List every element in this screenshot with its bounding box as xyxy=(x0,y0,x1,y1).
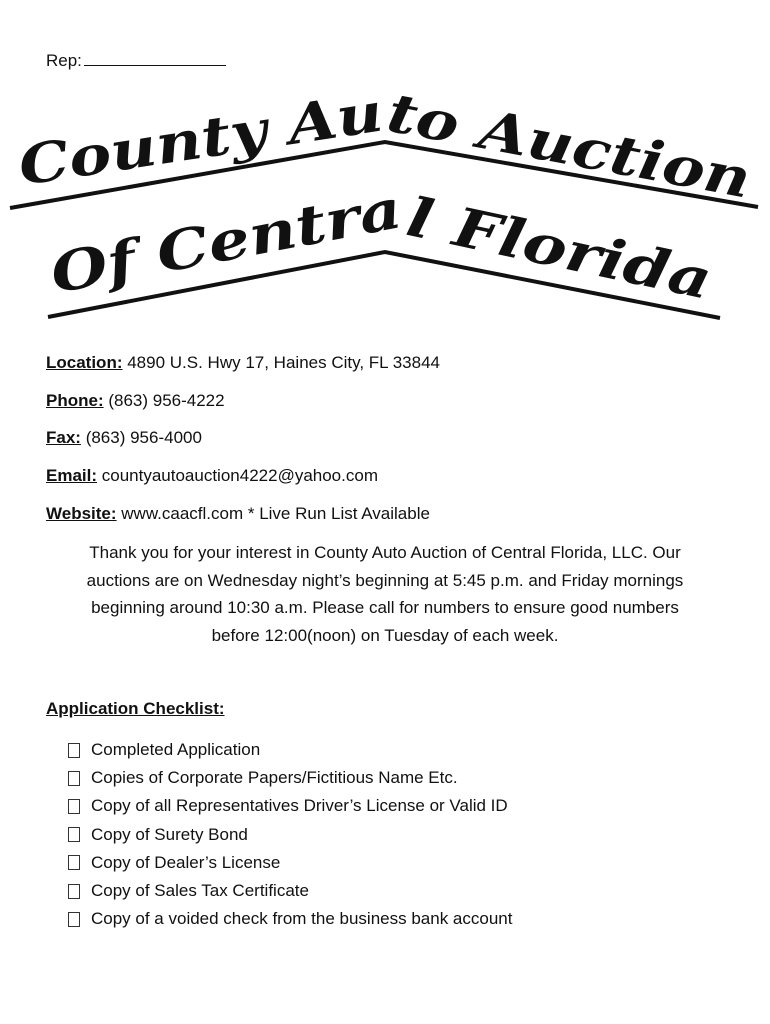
email-line xyxy=(46,466,378,486)
location-line xyxy=(46,353,440,373)
intro-line: Thank you for your interest in County Auto Auction of Central Florida, LLC. Our xyxy=(89,543,681,562)
fax-value: (863) 956-4000 xyxy=(80,428,202,447)
location-label: Location: xyxy=(46,353,123,372)
website-label: Website: xyxy=(46,504,117,523)
checklist-item-label: Copies of Corporate Papers/Fictitious Name Etc. xyxy=(91,768,458,788)
checklist-item-label: Copy of a voided check from the business bank account xyxy=(91,909,513,929)
checklist-item xyxy=(68,877,512,905)
checkbox-icon[interactable] xyxy=(68,855,80,870)
checklist-item-label: Copy of all Representatives Driver’s License or Valid ID xyxy=(91,796,508,816)
checkbox-icon[interactable] xyxy=(68,743,80,758)
checkbox-icon[interactable] xyxy=(68,799,80,814)
checklist-item-label: Copy of Sales Tax Certificate xyxy=(91,881,309,901)
email-value[interactable]: countyautoauction4222@yahoo.com xyxy=(97,466,378,485)
phone-line xyxy=(46,391,225,411)
logo-text-line1-path: County Auto Auction xyxy=(14,80,750,210)
fax-line xyxy=(46,428,202,448)
website-line xyxy=(46,504,430,524)
checklist-item xyxy=(68,764,512,792)
logo-text-line2 xyxy=(45,176,717,312)
checklist-item-label: Copy of Surety Bond xyxy=(91,824,248,844)
intro-paragraph xyxy=(46,539,724,649)
rep-label: Rep: xyxy=(46,51,82,70)
intro-line: beginning around 10:30 a.m. Please call for numbers to ensure good numbers xyxy=(91,598,679,617)
company-logo xyxy=(0,80,770,330)
checkbox-icon[interactable] xyxy=(68,884,80,899)
checklist-item xyxy=(68,736,512,764)
fax-label: Fax: xyxy=(46,428,81,447)
checklist-title: Application Checklist: xyxy=(46,699,225,718)
logo-text-line2-path: Of Central Florida xyxy=(45,177,711,311)
checklist xyxy=(68,736,512,933)
checklist-item xyxy=(68,792,512,820)
checklist-item xyxy=(68,905,512,933)
intro-line: before 12:00(noon) on Tuesday of each week. xyxy=(211,625,559,645)
checkbox-icon[interactable] xyxy=(68,827,80,842)
checkbox-icon[interactable] xyxy=(68,912,80,927)
rep-field xyxy=(46,50,226,71)
website-value[interactable]: www.caacfl.com * Live Run List Available xyxy=(116,504,430,523)
phone-label: Phone: xyxy=(46,391,104,410)
location-value: 4890 U.S. Hwy 17, Haines City, FL 33844 xyxy=(122,353,440,372)
phone-value: (863) 956-4222 xyxy=(103,391,225,410)
checklist-item xyxy=(68,821,512,849)
email-label: Email: xyxy=(46,466,98,485)
intro-line: auctions are on Wednesday night’s beginning at 5:45 p.m. and Friday mornings xyxy=(86,570,684,590)
checklist-item xyxy=(68,849,512,877)
checklist-item-label: Copy of Dealer’s License xyxy=(91,852,281,872)
rep-signature-line[interactable] xyxy=(84,50,226,66)
checklist-item-label: Completed Application xyxy=(91,740,261,759)
checkbox-icon[interactable] xyxy=(68,771,80,786)
